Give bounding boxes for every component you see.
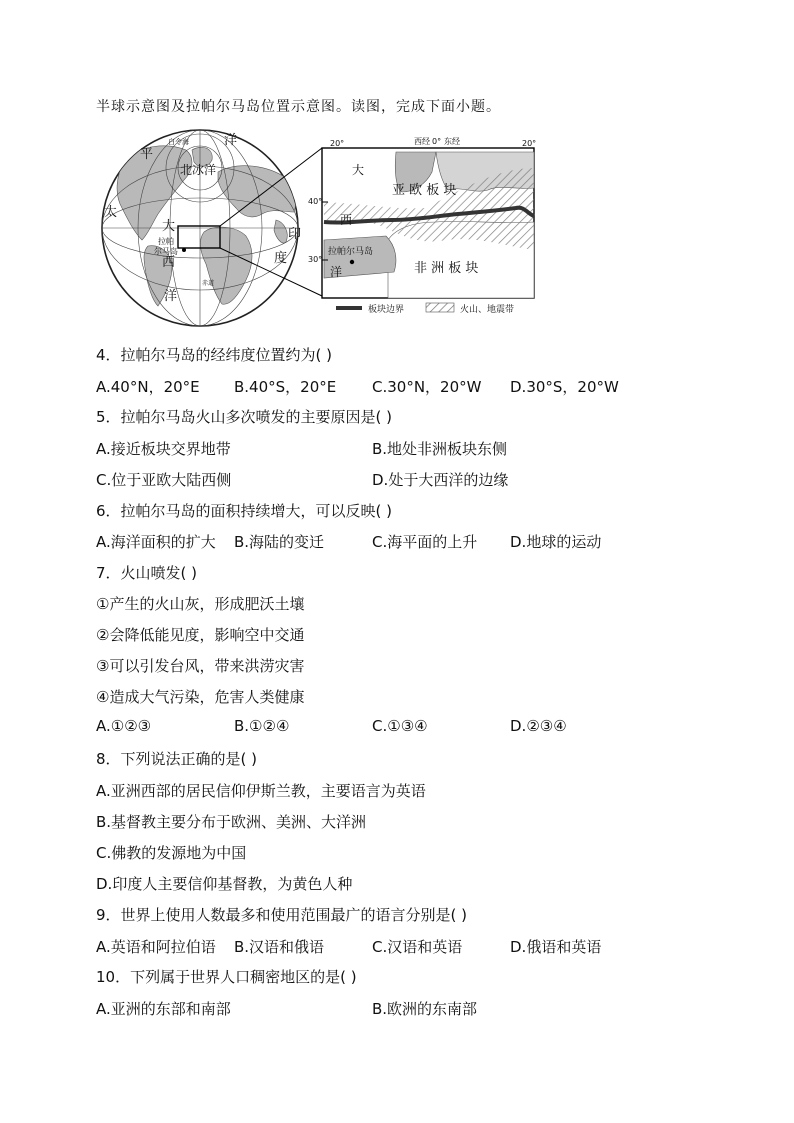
q6-option-d[interactable]: D.地球的运动 <box>510 533 602 551</box>
q4-option-a[interactable]: A.40°N，20°E <box>96 378 200 396</box>
globe-label-bering: 白令海 <box>168 138 189 146</box>
inset-xi: 西 <box>340 213 353 227</box>
inset-lat-30: 30° <box>308 255 323 264</box>
globe-label-yang-bottom: 洋 <box>164 289 178 304</box>
q5-option-c[interactable]: C.位于亚欧大陆西侧 <box>96 471 232 489</box>
question-10-stem: 10．下列属于世界人口稠密地区的是( ) <box>96 968 357 986</box>
globe-label-arctic: 北冰洋 <box>180 163 217 177</box>
inset-africa: 非 洲 板 块 <box>414 261 479 276</box>
inset-da: 大 <box>352 163 365 177</box>
intro-text: 半球示意图及拉帕尔马岛位置示意图。读图，完成下面小题。 <box>96 99 501 115</box>
q7-item-1: ①产生的火山灰，形成肥沃土壤 <box>96 595 305 613</box>
inset-island: 拉帕尔马岛 <box>328 247 374 257</box>
q6-option-a[interactable]: A.海洋面积的扩大 <box>96 533 216 551</box>
question-5-stem: 5．拉帕尔马岛火山多次喷发的主要原因是( ) <box>96 408 393 426</box>
inset-zero: 0° <box>432 137 442 146</box>
legend-volcano-swatch <box>426 303 454 312</box>
q9-option-d[interactable]: D.俄语和英语 <box>510 938 602 956</box>
globe-label-ocean-top: 洋 <box>224 133 238 148</box>
question-9-stem: 9．世界上使用人数最多和使用范围最广的语言分别是( ) <box>96 906 468 924</box>
globe-label-equator: 赤道 <box>202 280 215 287</box>
globe-label-ping: 平 <box>140 147 154 162</box>
globe-label-tai: 太 <box>104 205 118 220</box>
q10-option-b[interactable]: B.欧洲的东南部 <box>372 1000 478 1018</box>
q8-option-a[interactable]: A.亚洲西部的居民信仰伊斯兰教，主要语言为英语 <box>96 782 426 800</box>
inset-lat-40: 40° <box>308 197 323 206</box>
inset-island-dot <box>350 260 354 264</box>
globe-label-da: 大 <box>162 219 176 234</box>
globe-island-label-1: 拉帕 <box>158 237 174 246</box>
q6-option-c[interactable]: C.海平面的上升 <box>372 533 478 551</box>
q8-option-b[interactable]: B.基督教主要分布于欧洲、美洲、大洋洲 <box>96 813 367 831</box>
q7-item-2: ②会降低能见度，影响空中交通 <box>96 626 305 644</box>
question-7-stem: 7．火山喷发( ) <box>96 564 198 582</box>
inset-map <box>308 136 536 298</box>
q7-option-c[interactable]: C.①③④ <box>372 717 428 735</box>
legend-volcano-label: 火山、地震带 <box>460 305 515 315</box>
inset-eurasia: 亚 欧 板 块 <box>392 183 457 198</box>
inset-yang: 洋 <box>330 265 343 279</box>
q9-option-c[interactable]: C.汉语和英语 <box>372 938 463 956</box>
globe <box>102 130 301 326</box>
inset-east: 东经 <box>444 137 460 146</box>
q4-option-d[interactable]: D.30°S，20°W <box>510 378 619 396</box>
q7-option-a[interactable]: A.①②③ <box>96 717 152 735</box>
q8-option-c[interactable]: C.佛教的发源地为中国 <box>96 844 247 862</box>
legend-boundary-label: 板块边界 <box>368 305 405 315</box>
q6-option-b[interactable]: B.海陆的变迁 <box>234 533 325 551</box>
q10-option-a[interactable]: A.亚洲的东部和南部 <box>96 1000 231 1018</box>
q9-option-b[interactable]: B.汉语和俄语 <box>234 938 325 956</box>
q4-option-b[interactable]: B.40°S，20°E <box>234 378 337 396</box>
q5-option-b[interactable]: B.地处非洲板块东侧 <box>372 440 508 458</box>
q9-option-a[interactable]: A.英语和阿拉伯语 <box>96 938 216 956</box>
q4-option-c[interactable]: C.30°N，20°W <box>372 378 482 396</box>
q5-option-d[interactable]: D.处于大西洋的边缘 <box>372 471 509 489</box>
legend <box>336 303 514 315</box>
question-8-stem: 8．下列说法正确的是( ) <box>96 750 258 768</box>
q7-option-d[interactable]: D.②③④ <box>510 717 567 735</box>
inset-west: 西经 <box>414 137 430 146</box>
globe-island-label-2: 尔马岛 <box>154 247 178 256</box>
q8-option-d[interactable]: D.印度人主要信仰基督教，为黄色人种 <box>96 875 353 893</box>
question-6-stem: 6．拉帕尔马岛的面积持续增大，可以反映( ) <box>96 502 393 520</box>
question-4-stem: 4．拉帕尔马岛的经纬度位置约为( ) <box>96 346 333 364</box>
globe-label-xi: 西 <box>162 255 176 270</box>
q7-option-b[interactable]: B.①②④ <box>234 717 290 735</box>
globe-label-du: 度 <box>274 251 288 266</box>
inset-lon-20e: 20° <box>522 139 537 148</box>
globe-label-yin: 印 <box>288 227 302 242</box>
map-figure <box>96 128 556 328</box>
inset-lon-20w: 20° <box>330 139 345 148</box>
q7-item-4: ④造成大气污染，危害人类健康 <box>96 688 305 706</box>
q7-item-3: ③可以引发台风，带来洪涝灾害 <box>96 657 305 675</box>
q5-option-a[interactable]: A.接近板块交界地带 <box>96 440 231 458</box>
